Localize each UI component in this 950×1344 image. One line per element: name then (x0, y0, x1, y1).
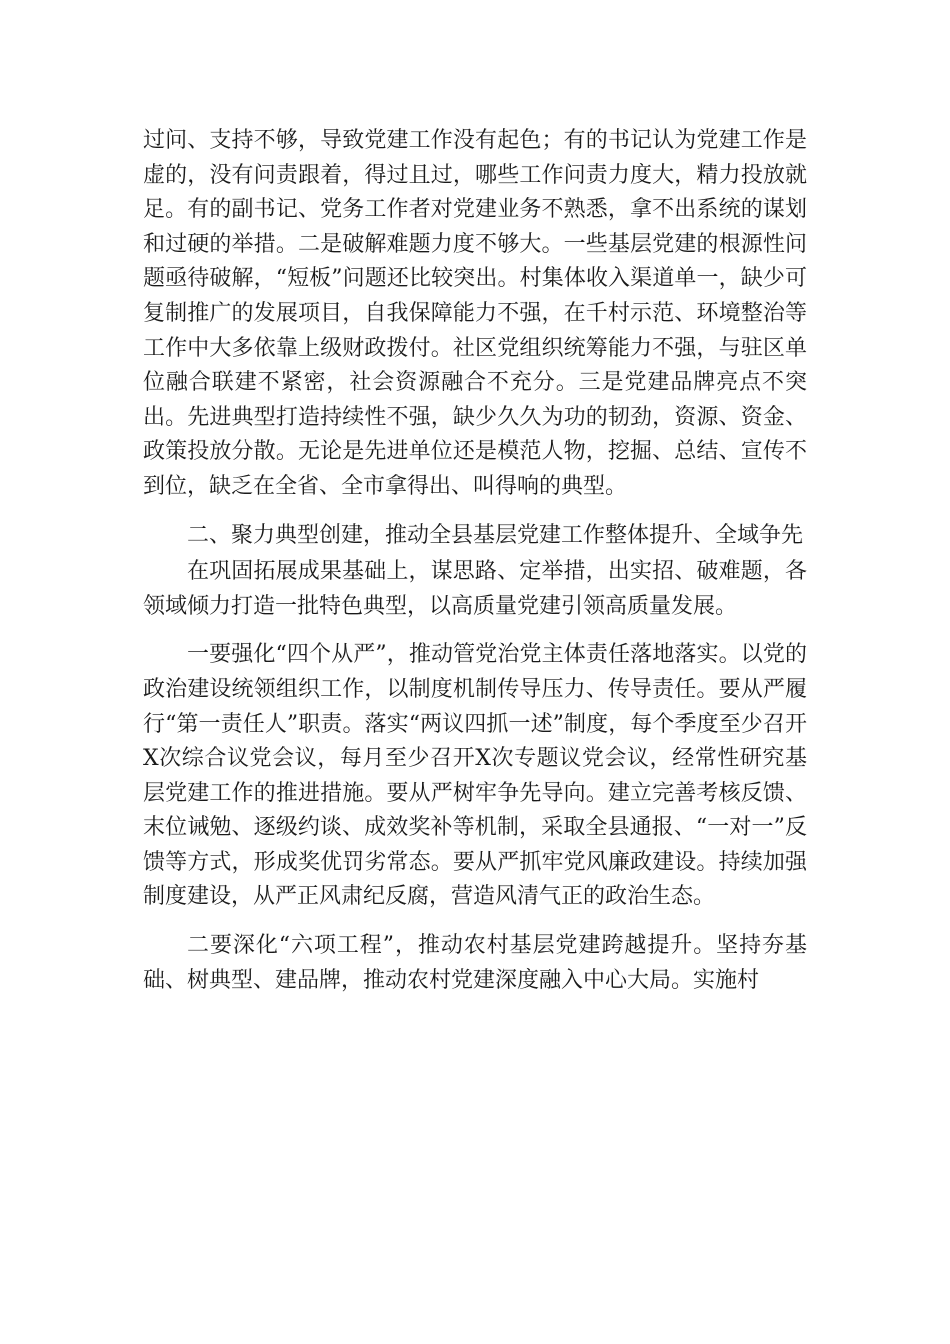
section-heading: 二、聚力典型创建，推动全县基层党建工作整体提升、全域争先 (187, 522, 804, 548)
paragraph-intro: 在巩固拓展成果基础上，谋思路、定举措，出实招、破难题，各领域倾力打造一批特色典型，以高质量党建引领高质量发展。 (143, 559, 807, 619)
document-body (143, 124, 807, 998)
paragraph-continued: 过问、支持不够，导致党建工作没有起色；有的书记认为党建工作是虚的，没有问责跟着，得过且过，哪些工作问责力度大，精力投放就足。有的副书记、党务工作者对党建业务不熟悉，拿不出系统的谋划和过硬的举措。二是破解难题力度不够大。一些基层党建的根源性问题亟待破解，“短板”问题还比较突出。村集体收入渠道单一，缺少可复制推广的发展项目，自我保障能力不强，在千村示范、环境整治等工作中大多依靠上级财政拨付。社区党组织统筹能力不强，与驻区单位融合联建不紧密，社会资源融合不充分。三是党建品牌亮点不突出。先进典型打造持续性不强，缺少久久为功的韧劲，资源、资金、政策投放分散。无论是先进单位还是模范人物，挖掘、总结、宣传不到位，缺乏在全省、全市拿得出、叫得响的典型。 (143, 128, 807, 499)
paragraph-item-1: 一要强化“四个从严”，推动管党治党主体责任落地落实。以党的政治建设统领组织工作，以制度机制传导压力、传导责任。要从严履行“第一责任人”职责。落实“两议四抓一述”制度，每个季度至少召开X次综合议党会议，每月至少召开X次专题议党会议，经常性研究基层党建工作的推进措施。要从严树牢争先导向。建立完善考核反馈、末位诫勉、逐级约谈、成效奖补等机制，采取全县通报、“一对一”反馈等方式，形成奖优罚劣常态。要从严抓牢党风廉政建设。持续加强制度建设，从严正风肃纪反腐，营造风清气正的政治生态。 (143, 642, 807, 910)
paragraph-item-2: 二要深化“六项工程”，推动农村基层党建跨越提升。坚持夯基础、树典型、建品牌，推动农村党建深度融入中心大局。实施村 (143, 933, 807, 993)
